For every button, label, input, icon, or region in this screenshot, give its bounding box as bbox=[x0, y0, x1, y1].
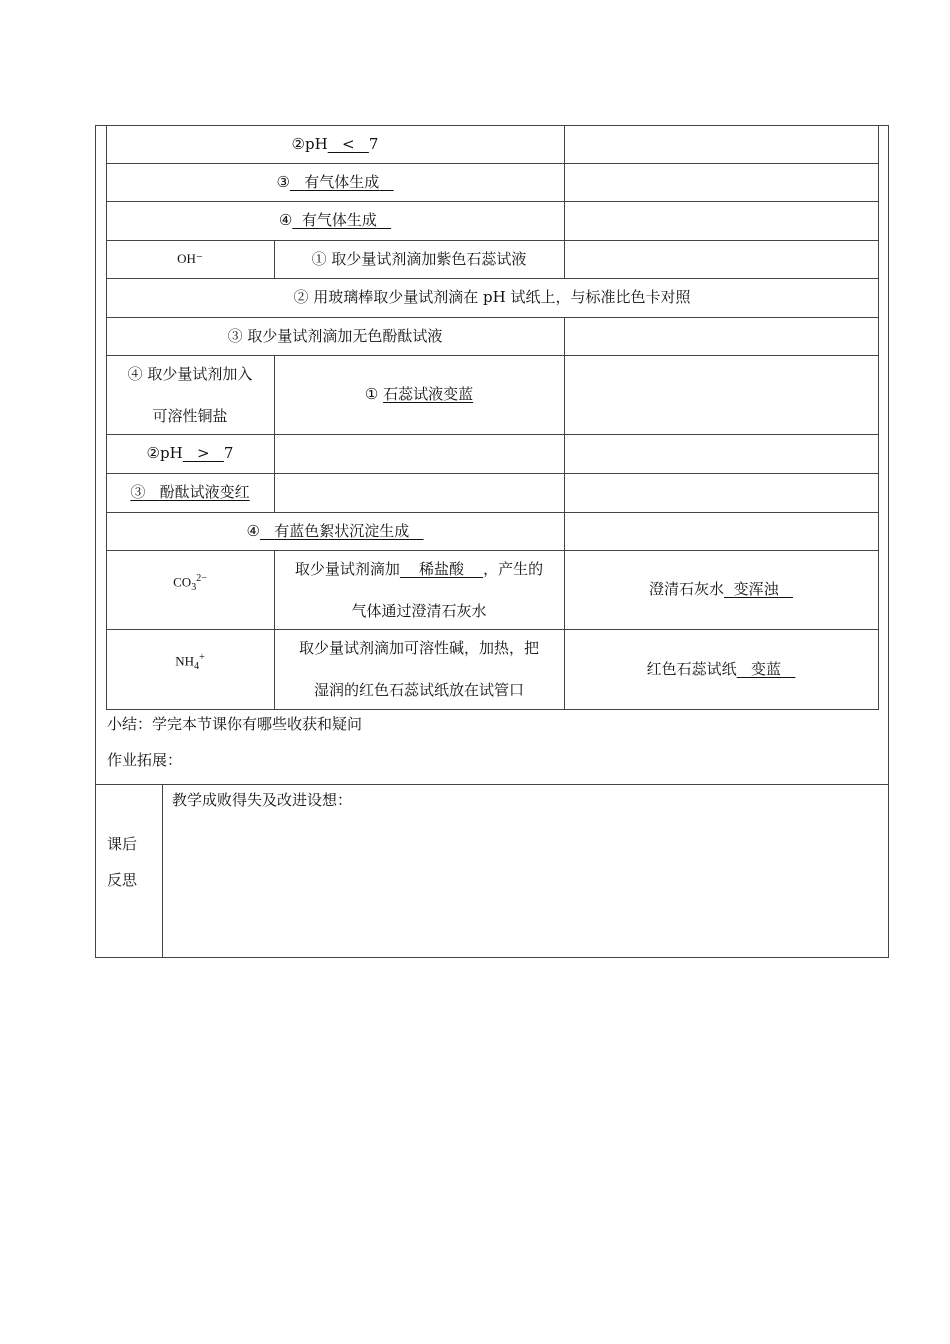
co3-result-answer: 变浑浊 bbox=[733, 580, 779, 599]
co3-result-cell bbox=[564, 550, 878, 629]
co3-method-line2: 气体通过澄清石灰水 bbox=[351, 601, 487, 620]
reflection-label-line1: 课后 bbox=[106, 835, 137, 853]
co3-method-line1: 取少量试剂滴加 稀盐酸 ，产生的 bbox=[294, 559, 544, 578]
nh4-method-line2: 湿润的红色石蕊试纸放在试管口 bbox=[313, 681, 524, 699]
acid-ph-answer: < bbox=[342, 134, 355, 153]
oh-result-1-cell bbox=[274, 355, 564, 434]
co3-ion-cell bbox=[106, 550, 274, 629]
oh-method-3-cell: ③ 取少量试剂滴加无色酚酞试液 bbox=[227, 326, 443, 345]
acid-result-4-cell bbox=[106, 201, 564, 240]
acid-ph-cell bbox=[106, 125, 564, 163]
oh-ph-cell bbox=[106, 434, 274, 473]
nh4-method-line1: 取少量试剂滴加可溶性碱，加热，把 bbox=[298, 639, 539, 657]
oh-result-3-answer: ③ 酚酞试液变红 bbox=[130, 483, 250, 502]
co3-result-prefix: 澄清石灰水 bbox=[649, 580, 725, 599]
oh-result-3-cell bbox=[106, 473, 274, 512]
acid-result-3-prefix: ③ bbox=[276, 172, 290, 191]
oh-method-2-cell: ② 用玻璃棒取少量试剂滴在 pH 试纸上，与标准比色卡对照 bbox=[293, 288, 691, 307]
acid-ph-suffix: 7 bbox=[368, 134, 379, 153]
acid-ph-prefix: ②pH bbox=[291, 134, 328, 153]
oh-result-1-answer: 石蕊试液变蓝 bbox=[383, 385, 474, 404]
reflection-label bbox=[96, 826, 148, 898]
oh-ion-cell: OH⁻ bbox=[177, 251, 203, 267]
reflection-content: 教学成败得失及改进设想： bbox=[172, 791, 353, 809]
oh-result-1-prefix: ① bbox=[364, 385, 379, 404]
oh-method-4-line2: 可溶性铜盐 bbox=[152, 406, 228, 425]
reflection-col-line bbox=[162, 784, 163, 958]
acid-result-3-answer: 有气体生成 bbox=[304, 172, 380, 191]
oh-method-4-line1: ④ 取少量试剂加入 bbox=[127, 364, 253, 383]
homework-text: 作业拓展： bbox=[107, 751, 183, 769]
summary-text: 小结：学完本节课你有哪些收获和疑问 bbox=[107, 715, 363, 733]
reflection-label-line2: 反思 bbox=[106, 871, 137, 889]
nh4-result-answer: 变蓝 bbox=[751, 659, 782, 678]
oh-ph-answer: > bbox=[197, 444, 210, 463]
oh-ph-prefix: ②pH bbox=[146, 444, 183, 463]
oh-method-1-cell: ① 取少量试剂滴加紫色石蕊试液 bbox=[311, 249, 527, 268]
co3-ion: $CO_3^{2-}$ bbox=[173, 572, 207, 593]
nh4-method-cell bbox=[274, 629, 564, 709]
col-line-right bbox=[878, 125, 879, 710]
oh-result-4-answer: 有蓝色絮状沉淀生成 bbox=[274, 521, 410, 540]
nh4-ion: $NH_4^+$ bbox=[175, 652, 205, 672]
nh4-result-prefix: 红色石蕊试纸 bbox=[646, 659, 737, 678]
nh4-ion-cell bbox=[106, 629, 274, 709]
acid-result-4-prefix: ④ bbox=[278, 211, 293, 230]
oh-result-4-cell bbox=[106, 512, 564, 550]
reflection-top-line bbox=[95, 784, 889, 785]
acid-result-3-cell bbox=[106, 163, 564, 201]
co3-method-cell bbox=[274, 550, 564, 629]
acid-result-4-answer: 有气体生成 bbox=[301, 211, 377, 230]
oh-method-4-cell bbox=[106, 355, 274, 434]
nh4-result-cell bbox=[564, 629, 878, 709]
col-line-result bbox=[564, 125, 565, 278]
oh-result-4-prefix: ④ bbox=[246, 521, 260, 540]
oh-ph-suffix: 7 bbox=[223, 444, 234, 463]
